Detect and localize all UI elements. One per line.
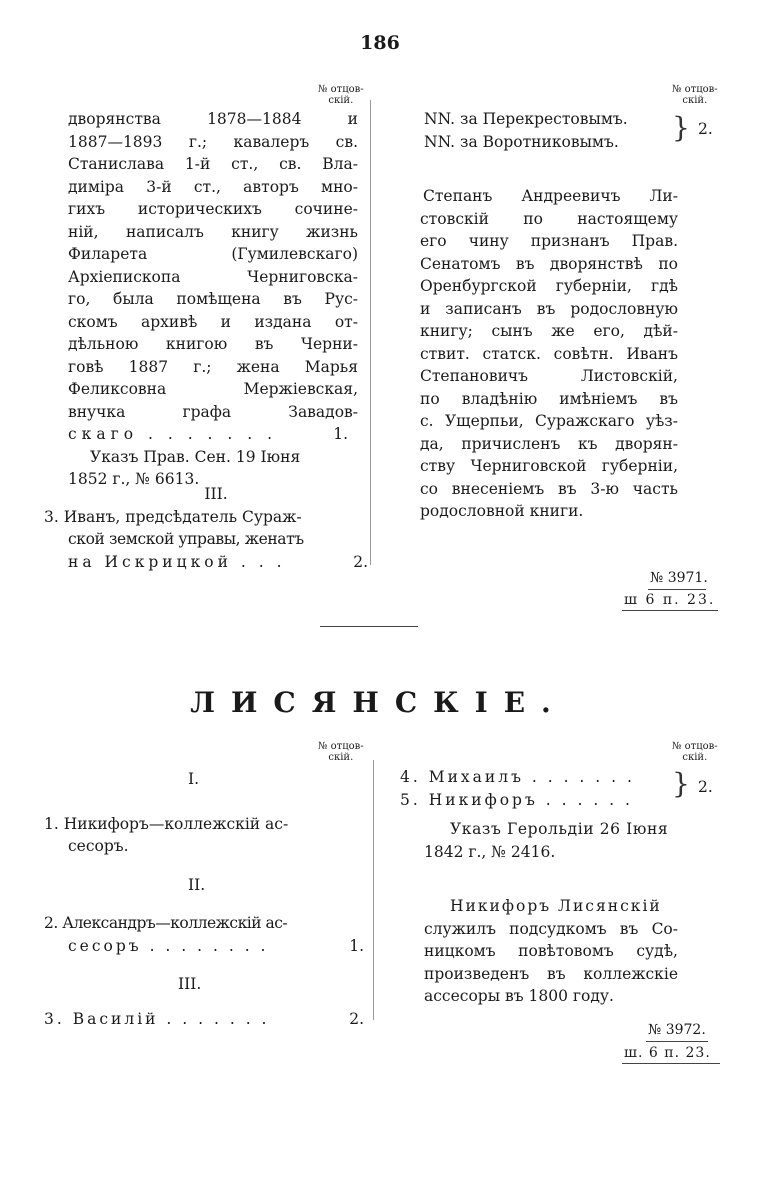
text-line: и записанъ въ родословную — [420, 299, 678, 318]
section-heading: I. — [188, 770, 200, 788]
text-line: 3. Иванъ, предсѣдатель Сураж- — [44, 507, 302, 526]
text-line: ствит. статск. совѣтн. Иванъ — [420, 344, 678, 363]
text-line: 4. Михаилъ . . . . . . . — [400, 768, 635, 786]
father-number: 2. — [353, 552, 368, 571]
text-line: 5. Никифоръ . . . . . . — [400, 790, 633, 809]
text-line: Станислава 1-й ст., св. Вла- — [68, 155, 358, 173]
father-number: 1. — [349, 936, 364, 955]
father-number: 2. — [698, 778, 713, 796]
bottom-right-ukaz — [424, 818, 684, 863]
section-heading: III. — [178, 975, 202, 993]
text-line: Оренбургской губерніи, гдѣ — [420, 277, 678, 295]
text-line: сесоръ . . . . . . . . — [68, 936, 269, 955]
text-line: го, была помѣщена въ Рус- — [68, 290, 358, 308]
text-line: со внесеніемъ въ 3-ю часть — [420, 479, 678, 498]
text-line: скомъ архивѣ и издана от- — [68, 312, 358, 331]
ref-rule — [622, 610, 718, 611]
text-line: ницкомъ повѣтовомъ судѣ, — [424, 942, 678, 960]
text-line: 1887—1893 г.; кавалеръ св. — [68, 132, 358, 151]
text-line: скаго . . . . . . . — [68, 425, 278, 443]
text-line: 1842 г., № 2416. — [424, 842, 556, 861]
text-line: дѣльною книгою въ Черни- — [68, 335, 358, 353]
text-line: Указъ Герольдіи 26 Іюня — [450, 820, 669, 838]
text-line: ству Черниговской губерніи, — [420, 457, 678, 475]
ref-rule — [646, 1041, 708, 1042]
text-line: его чину признанъ Прав. — [420, 232, 678, 250]
text-line: Степанъ Андреевичъ Ли- — [423, 187, 678, 205]
father-number: 2. — [349, 1009, 364, 1028]
text-line: с. Ущерпьи, Суражскаго уѣз- — [420, 412, 678, 430]
bottom-right-paragraph — [424, 895, 678, 1008]
text-line: диміра 3-й ст., авторъ мно- — [68, 177, 358, 196]
text-line: ской земской управы, женатъ — [68, 530, 304, 548]
text-line: стовскій по настоящему — [420, 209, 678, 228]
text-line: ассесоры въ 1800 году. — [424, 987, 614, 1005]
archive-reference: ш 6 п. 23. — [624, 592, 716, 608]
text-line: говѣ 1887 г.; жена Марья — [68, 357, 358, 376]
top-left-column — [68, 108, 358, 423]
column-rule — [370, 100, 371, 565]
text-line: произведенъ въ коллежскіе — [424, 964, 678, 983]
archive-reference: ш. 6 п. 23. — [624, 1045, 711, 1061]
text-line: да, причисленъ къ дворян- — [420, 434, 678, 453]
record-number: № 3971. — [650, 570, 708, 586]
text-line: Архіепископа Черниговска- — [68, 267, 358, 286]
page-number: 186 — [360, 32, 400, 54]
text-line: Степановичъ Листовскій, — [420, 367, 678, 385]
text-line: родословной книги. — [420, 502, 584, 520]
text-line: Сенатомъ въ дворянствѣ по — [420, 254, 678, 273]
text-line: на Искрицкой . . . — [68, 552, 286, 571]
text-line: внучка графа Завадов- — [68, 402, 358, 421]
top-left-column-cont — [68, 423, 368, 491]
column-header-top-left: № отцов- скій. — [318, 84, 364, 106]
section-heading: III. — [204, 485, 228, 503]
text-line: гихъ историческихъ сочине- — [68, 200, 358, 218]
section-divider — [320, 626, 418, 627]
text-line: Феликсовна Мержіевская, — [68, 380, 358, 398]
text-line: 3. Василій . . . . . . . — [44, 1009, 270, 1028]
top-right-paragraph — [420, 185, 678, 523]
text-line: 1852 г., № 6613. — [68, 470, 200, 488]
text-line: сесоръ. — [68, 837, 129, 855]
section-heading: II. — [188, 875, 206, 894]
column-header-bottom-right: № отцов- скій. — [672, 741, 718, 763]
text-line: по владѣнію имѣніемъ въ — [420, 389, 678, 408]
text-line: NN. за Воротниковымъ. — [424, 132, 619, 151]
bottom-left-column — [44, 768, 368, 1030]
text-line: 1. Никифоръ—коллежскій ас- — [44, 814, 289, 833]
text-line: ній, написалъ книгу жизнь — [68, 222, 358, 241]
text-line: Никифоръ Лисянскій — [450, 897, 662, 915]
text-line: 2. Александръ—коллежскій ас- — [44, 914, 288, 932]
column-header-bottom-left: № отцов- скій. — [318, 741, 364, 763]
record-number: № 3972. — [648, 1022, 706, 1038]
father-number: 1. — [333, 425, 348, 443]
father-number: 2. — [698, 120, 713, 138]
text-line: Указъ Прав. Сен. 19 Іюня — [90, 447, 301, 466]
text-line: книгу; сынъ же его, дѣй- — [420, 322, 678, 340]
text-line: дворянства 1878—1884 и — [68, 110, 358, 128]
bottom-right-column — [400, 766, 700, 811]
text-line: служилъ подсудкомъ въ Со- — [424, 919, 678, 938]
family-title: ЛИСЯНСКІЕ. — [190, 686, 567, 719]
top-left-section-3 — [44, 483, 368, 573]
ref-rule — [622, 1063, 720, 1064]
ref-rule — [648, 589, 706, 590]
brace-mark: } — [672, 111, 690, 144]
column-header-top-right: № отцов- скій. — [672, 84, 718, 106]
text-line: Филарета (Гумилевскаго) — [68, 245, 358, 263]
column-rule — [373, 760, 374, 1020]
brace-mark: } — [672, 767, 690, 800]
text-line: NN. за Перекрестовымъ. — [424, 110, 628, 128]
